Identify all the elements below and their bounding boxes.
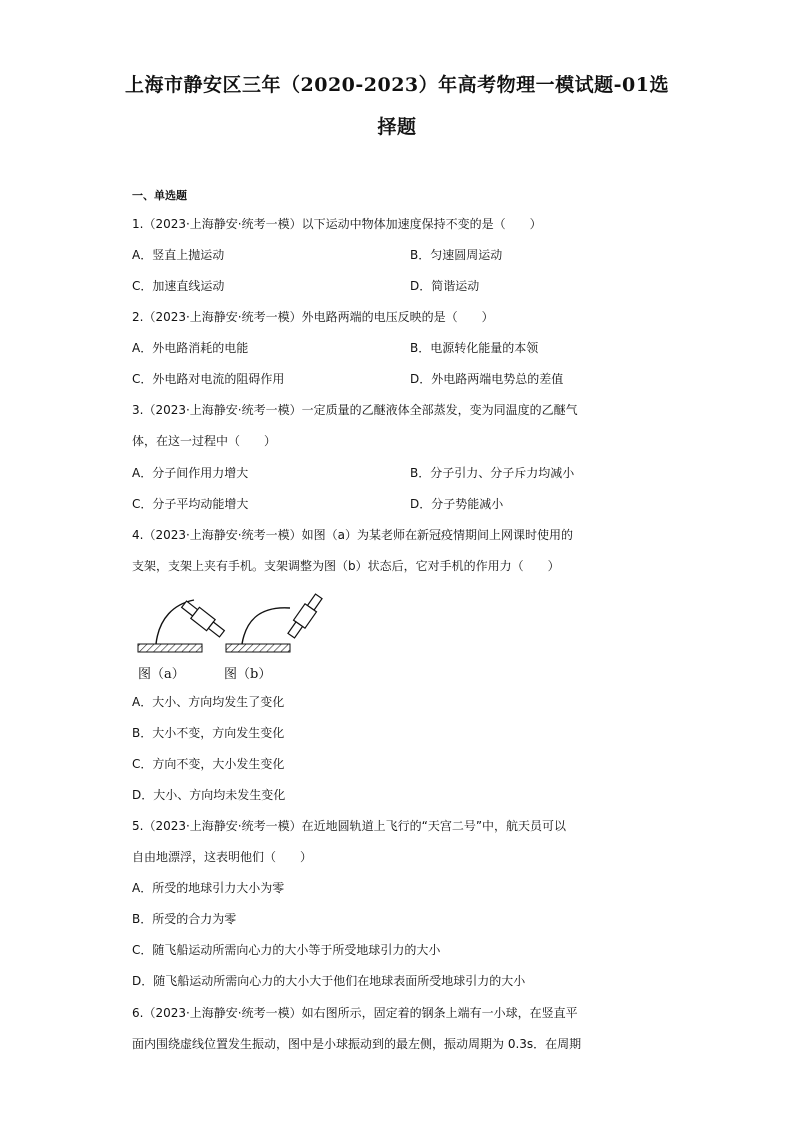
q2-option-c: C．外电路对电流的阻碍作用	[132, 372, 285, 386]
q4-option-b: B．大小不变，方向发生变化	[132, 726, 285, 740]
q3-stem-line1: 3.（2023·上海静安·统考一模）一定质量的乙醚液体全部蒸发，变为同温度的乙醚气	[132, 403, 578, 417]
q5-stem-line1: 5.（2023·上海静安·统考一模）在近地圆轨道上飞行的“天宫二号”中，航天员可以	[132, 819, 567, 833]
q4-option-a: A．大小、方向均发生了变化	[132, 695, 285, 709]
q5-option-c: C．随飞船运动所需向心力的大小等于所受地球引力的大小	[132, 943, 441, 957]
q6-stem-line2: 面内围绕虚线位置发生振动，图中是小球振动到的最左侧，振动周期为 0.3s．在周期	[132, 1037, 582, 1051]
figure-b-stand	[226, 592, 324, 652]
figure-a-caption: 图（a）	[138, 667, 185, 682]
q3-option-b: B．分子引力、分子斥力均减小	[410, 466, 575, 480]
q3-option-c: C．分子平均动能增大	[132, 497, 249, 511]
q3-option-a: A．分子间作用力增大	[132, 466, 249, 480]
document-title-line2: 择题	[377, 116, 417, 138]
q3-stem-line2: 体，在这一过程中（ ）	[132, 434, 277, 448]
q4-stem-line1: 4.（2023·上海静安·统考一模）如图（a）为某老师在新冠疫情期间上网课时使用的	[132, 528, 573, 542]
q5-option-b: B．所受的合力为零	[132, 912, 237, 926]
q1-option-b: B．匀速圆周运动	[410, 248, 503, 262]
q2-stem: 2.（2023·上海静安·统考一模）外电路两端的电压反映的是（ ）	[132, 310, 494, 324]
q5-stem-line2: 自由地漂浮，这表明他们（ ）	[132, 850, 313, 864]
q2-option-a: A．外电路消耗的电能	[132, 341, 249, 355]
q5-option-d: D．随飞船运动所需向心力的大小大于他们在地球表面所受地球引力的大小	[132, 974, 526, 988]
document-title-line1: 上海市静安区三年（2020-2023）年高考物理一模试题-01选	[125, 74, 669, 96]
q6-stem-line1: 6.（2023·上海静安·统考一模）如右图所示，固定着的钢条上端有一小球，在竖直平	[132, 1006, 578, 1020]
q3-option-d: D．分子势能减小	[410, 497, 504, 511]
q1-option-a: A．竖直上抛运动	[132, 248, 225, 262]
q4-stem-line2: 支架，支架上夹有手机。支架调整为图（b）状态后，它对手机的作用力（ ）	[132, 559, 560, 573]
q1-option-d: D．简谐运动	[410, 279, 480, 293]
q4-option-c: C．方向不变，大小发生变化	[132, 757, 285, 771]
q4-option-d: D．大小、方向均未发生变化	[132, 788, 286, 802]
figure-a-stand	[138, 599, 226, 652]
q2-option-b: B．电源转化能量的本领	[410, 341, 539, 355]
figure-b-caption: 图（b）	[224, 667, 272, 682]
q2-option-d: D．外电路两端电势总的差值	[410, 372, 564, 386]
q5-option-a: A．所受的地球引力大小为零	[132, 881, 285, 895]
section-heading: 一、单选题	[132, 189, 187, 202]
q1-stem: 1.（2023·上海静安·统考一模）以下运动中物体加速度保持不变的是（ ）	[132, 217, 542, 231]
q1-option-c: C．加速直线运动	[132, 279, 225, 293]
